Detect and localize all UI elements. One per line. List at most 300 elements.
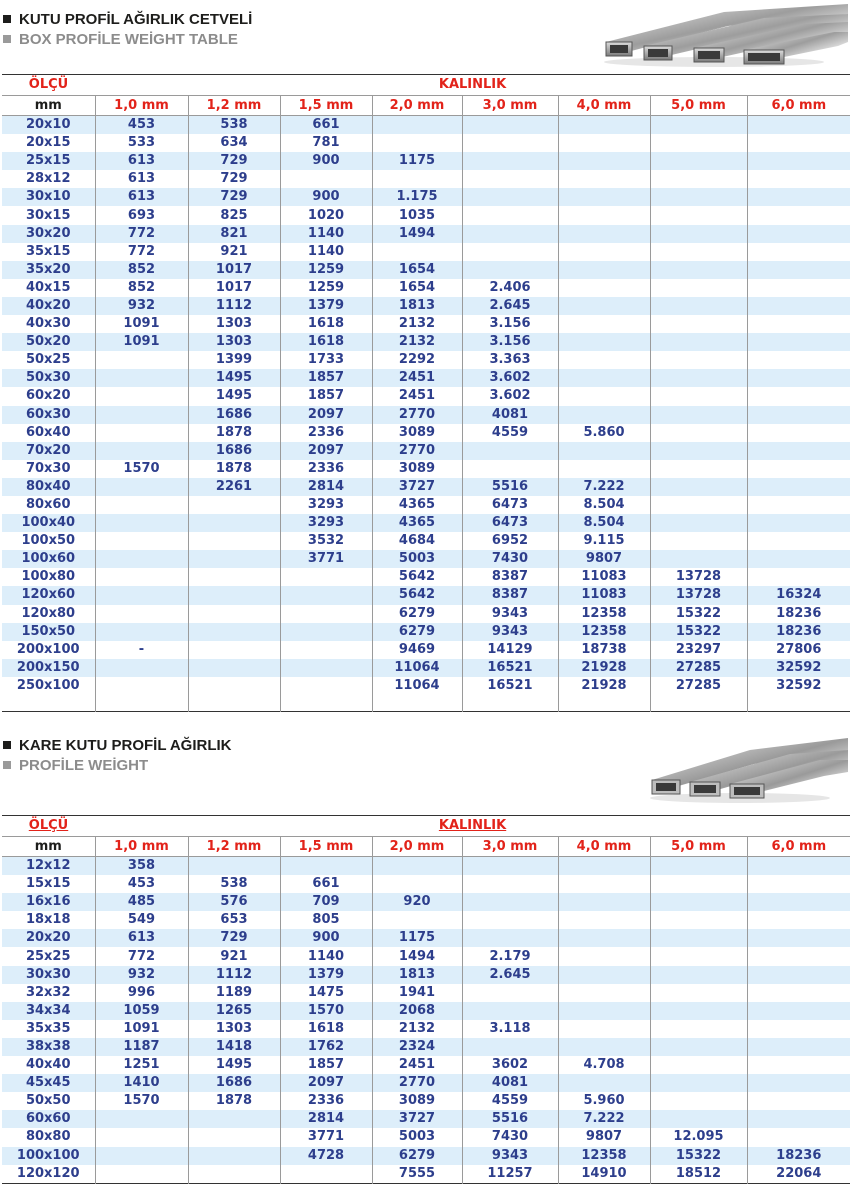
- size-cell: 60x30: [2, 406, 95, 424]
- weight-cell: [650, 225, 747, 243]
- weight-cell: 1733: [280, 351, 372, 369]
- weight-cell: 2770: [372, 406, 462, 424]
- size-cell: 20x20: [2, 929, 95, 947]
- weight-cell: [188, 1165, 280, 1184]
- weight-cell: [747, 369, 850, 387]
- weight-cell: [188, 1128, 280, 1146]
- weight-cell: 8387: [462, 568, 558, 586]
- table-row: [2, 279, 850, 297]
- weight-cell: [280, 677, 372, 695]
- weight-cell: [747, 406, 850, 424]
- weight-cell: [95, 478, 188, 496]
- weight-cell: 12358: [558, 623, 650, 641]
- weight-cell: 709: [280, 893, 372, 911]
- weight-cell: 538: [188, 116, 280, 135]
- weight-cell: 1140: [280, 947, 372, 965]
- table-row: [2, 677, 850, 695]
- weight-cell: 358: [95, 857, 188, 876]
- weight-cell: [650, 116, 747, 135]
- table-row: [2, 623, 850, 641]
- weight-cell: 2.179: [462, 947, 558, 965]
- weight-cell: [650, 911, 747, 929]
- size-cell: 120x60: [2, 586, 95, 604]
- weight-cell: 900: [280, 929, 372, 947]
- weight-cell: 3.602: [462, 387, 558, 405]
- weight-cell: 634: [188, 134, 280, 152]
- weight-cell: 661: [280, 875, 372, 893]
- table-row: [2, 387, 850, 405]
- weight-cell: [747, 947, 850, 965]
- empty-row: [2, 695, 850, 712]
- weight-cell: [650, 279, 747, 297]
- weight-cell: 1686: [188, 442, 280, 460]
- weight-cell: [95, 369, 188, 387]
- weight-cell: 27285: [650, 659, 747, 677]
- size-cell: 30x30: [2, 966, 95, 984]
- weight-cell: [650, 261, 747, 279]
- weight-cell: 3293: [280, 514, 372, 532]
- weight-cell: [650, 929, 747, 947]
- weight-cell: [558, 261, 650, 279]
- weight-cell: 3.156: [462, 333, 558, 351]
- weight-cell: [558, 206, 650, 224]
- weight-cell: 2.645: [462, 297, 558, 315]
- weight-cell: [188, 605, 280, 623]
- weight-cell: 1259: [280, 261, 372, 279]
- weight-cell: 3771: [280, 1128, 372, 1146]
- table-row: [2, 424, 850, 442]
- table-row: [2, 1110, 850, 1128]
- table-row: [2, 514, 850, 532]
- weight-cell: 21928: [558, 659, 650, 677]
- weight-cell: 3089: [372, 1092, 462, 1110]
- section2-title: KARE KUTU PROFİL AĞIRLIK: [19, 736, 232, 754]
- weight-cell: [558, 351, 650, 369]
- weight-cell: 1686: [188, 1074, 280, 1092]
- size-cell: 60x20: [25, 388, 71, 404]
- weight-cell: 7430: [462, 1128, 558, 1146]
- weight-cell: [650, 406, 747, 424]
- weight-cell: [462, 152, 558, 170]
- weight-cell: 11257: [462, 1165, 558, 1184]
- weight-cell: 1813: [372, 297, 462, 315]
- size-cell: 20x15: [25, 135, 71, 151]
- weight-cell: 1175: [372, 929, 462, 947]
- weight-cell: [747, 387, 850, 405]
- weight-cell: [747, 875, 850, 893]
- weight-cell: 772: [95, 243, 188, 261]
- weight-cell: [650, 1056, 747, 1074]
- table-row: [2, 1165, 850, 1184]
- steel-profiles-image: [650, 736, 848, 804]
- weight-cell: [372, 857, 462, 876]
- weight-cell: [462, 243, 558, 261]
- weight-cell: 453: [95, 116, 188, 135]
- weight-cell: 653: [188, 911, 280, 929]
- weight-cell: [558, 170, 650, 188]
- size-cell: 40x15: [25, 279, 71, 295]
- weight-cell: [188, 514, 280, 532]
- weight-cell: 1251: [95, 1056, 188, 1074]
- weight-cell: [462, 261, 558, 279]
- weight-cell: [650, 1074, 747, 1092]
- weight-cell: [462, 911, 558, 929]
- weight-cell: 6952: [462, 532, 558, 550]
- weight-cell: [188, 659, 280, 677]
- weight-cell: 1618: [280, 333, 372, 351]
- weight-cell: 1762: [280, 1038, 372, 1056]
- weight-cell: [95, 1128, 188, 1146]
- weight-cell: [650, 966, 747, 984]
- table-row: [2, 152, 850, 170]
- weight-cell: 1.175: [372, 188, 462, 206]
- weight-cell: 1570: [280, 1002, 372, 1020]
- weight-cell: 15322: [650, 605, 747, 623]
- unit-header: mm: [2, 837, 95, 857]
- weight-cell: 549: [95, 911, 188, 929]
- weight-cell: 1654: [372, 279, 462, 297]
- column-header: 2,0 mm: [372, 837, 462, 857]
- weight-cell: 6279: [372, 623, 462, 641]
- weight-cell: 1140: [280, 225, 372, 243]
- weight-cell: 920: [372, 893, 462, 911]
- weight-cell: [747, 532, 850, 550]
- weight-cell: [650, 206, 747, 224]
- weight-cell: 613: [95, 152, 188, 170]
- weight-cell: 18738: [558, 641, 650, 659]
- header-row: [2, 75, 850, 96]
- weight-cell: [372, 170, 462, 188]
- size-cell: 100x100: [2, 1147, 95, 1165]
- size-cell: 38x38: [2, 1038, 95, 1056]
- table-row: [2, 984, 850, 1002]
- weight-cell: [747, 1110, 850, 1128]
- weight-cell: [747, 514, 850, 532]
- table-row: [2, 875, 850, 893]
- weight-cell: 1399: [188, 351, 280, 369]
- weight-cell: [462, 206, 558, 224]
- weight-cell: [747, 478, 850, 496]
- weight-cell: 4684: [372, 532, 462, 550]
- size-cell: 100x60: [2, 550, 95, 568]
- weight-cell: [747, 315, 850, 333]
- weight-cell: 5516: [462, 1110, 558, 1128]
- weight-cell: [747, 1092, 850, 1110]
- weight-cell: 1020: [280, 206, 372, 224]
- size-cell: 60x60: [2, 1110, 95, 1128]
- table-row: [2, 605, 850, 623]
- table-row: [2, 1147, 850, 1165]
- weight-cell: 1857: [280, 1056, 372, 1074]
- weight-cell: [650, 152, 747, 170]
- size-cell: 50x50: [25, 1093, 71, 1109]
- weight-cell: 6279: [372, 605, 462, 623]
- size-cell: 20x10: [2, 116, 95, 135]
- size-cell: 16x16: [2, 893, 95, 911]
- weight-cell: 1857: [280, 369, 372, 387]
- weight-cell: 1091: [95, 1020, 188, 1038]
- weight-cell: [95, 605, 188, 623]
- header-row: [2, 816, 850, 837]
- weight-cell: [280, 170, 372, 188]
- weight-cell: 2097: [280, 442, 372, 460]
- weight-cell: 8.504: [558, 496, 650, 514]
- size-cell: 45x45: [2, 1074, 95, 1092]
- weight-cell: 15322: [650, 1147, 747, 1165]
- weight-cell: 613: [95, 929, 188, 947]
- weight-cell: 4365: [372, 514, 462, 532]
- weight-cell: 3771: [280, 550, 372, 568]
- weight-cell: [558, 911, 650, 929]
- weight-cell: [95, 406, 188, 424]
- weight-cell: [95, 586, 188, 604]
- weight-cell: [747, 225, 850, 243]
- thickness-header: KALINLIK: [438, 818, 507, 833]
- weight-cell: 4559: [462, 424, 558, 442]
- size-cell: 70x30: [25, 460, 71, 476]
- weight-cell: 852: [95, 261, 188, 279]
- table-row: [2, 1038, 850, 1056]
- weight-cell: 2770: [372, 1074, 462, 1092]
- weight-cell: [95, 1110, 188, 1128]
- weight-cell: 2336: [280, 424, 372, 442]
- weight-cell: 1112: [188, 297, 280, 315]
- size-cell: 50x25: [25, 352, 71, 368]
- weight-cell: 3602: [462, 1056, 558, 1074]
- weight-cell: [558, 406, 650, 424]
- steel-profiles-image: [604, 2, 848, 68]
- empty-cell: [372, 695, 462, 712]
- table-row: [2, 857, 850, 876]
- weight-cell: 1175: [372, 152, 462, 170]
- weight-cell: [747, 550, 850, 568]
- weight-cell: 772: [95, 947, 188, 965]
- square-profile-weight-table: [2, 815, 850, 1184]
- weight-cell: [558, 857, 650, 876]
- weight-cell: [95, 659, 188, 677]
- weight-cell: 5642: [372, 586, 462, 604]
- weight-cell: 5003: [372, 1128, 462, 1146]
- table-row: [2, 496, 850, 514]
- weight-cell: [462, 442, 558, 460]
- weight-cell: [280, 1165, 372, 1184]
- weight-cell: 1618: [280, 1020, 372, 1038]
- weight-cell: 2324: [372, 1038, 462, 1056]
- weight-cell: 12.095: [650, 1128, 747, 1146]
- weight-cell: 3.156: [462, 315, 558, 333]
- weight-cell: 8387: [462, 586, 558, 604]
- weight-cell: [747, 1020, 850, 1038]
- weight-cell: 5642: [372, 568, 462, 586]
- weight-cell: [188, 568, 280, 586]
- weight-cell: [462, 929, 558, 947]
- weight-cell: 2336: [280, 1092, 372, 1110]
- weight-cell: 3.118: [462, 1020, 558, 1038]
- weight-cell: [558, 442, 650, 460]
- weight-cell: 3.363: [462, 351, 558, 369]
- weight-cell: [747, 568, 850, 586]
- table-row: [2, 170, 850, 188]
- size-cell: 100x40: [2, 514, 95, 532]
- section1-subtitle: BOX PROFİLE WEİGHT TABLE: [19, 30, 238, 48]
- column-header: 1,2 mm: [188, 96, 280, 116]
- unit-header: mm: [2, 96, 95, 116]
- section2-subtitle: PROFİLE WEİGHT: [19, 756, 149, 774]
- weight-cell: 22064: [747, 1165, 850, 1184]
- weight-cell: 16521: [462, 659, 558, 677]
- weight-cell: [650, 984, 747, 1002]
- weight-cell: [462, 116, 558, 135]
- size-cell: 25x25: [25, 948, 71, 964]
- weight-cell: [747, 424, 850, 442]
- weight-cell: [650, 1092, 747, 1110]
- weight-cell: 1265: [188, 1002, 280, 1020]
- empty-cell: [462, 695, 558, 712]
- weight-cell: 12358: [558, 1147, 650, 1165]
- column-header: 5,0 mm: [650, 837, 747, 857]
- weight-cell: 1941: [372, 984, 462, 1002]
- table-row: [2, 1074, 850, 1092]
- weight-cell: 1017: [188, 279, 280, 297]
- weight-cell: [650, 188, 747, 206]
- weight-cell: [747, 206, 850, 224]
- weight-cell: [558, 984, 650, 1002]
- box-profile-weight-table: [2, 74, 850, 712]
- weight-cell: 729: [188, 152, 280, 170]
- weight-cell: [95, 387, 188, 405]
- weight-cell: [650, 369, 747, 387]
- weight-cell: [188, 1110, 280, 1128]
- weight-cell: 23297: [650, 641, 747, 659]
- weight-cell: [650, 857, 747, 876]
- column-header: 6,0 mm: [747, 837, 850, 857]
- weight-cell: [650, 460, 747, 478]
- weight-cell: [650, 1020, 747, 1038]
- weight-cell: 1495: [188, 1056, 280, 1074]
- weight-cell: [558, 1074, 650, 1092]
- weight-cell: 3727: [372, 478, 462, 496]
- weight-cell: [747, 984, 850, 1002]
- table-row: [2, 947, 850, 965]
- weight-cell: 9343: [462, 1147, 558, 1165]
- weight-cell: [372, 243, 462, 261]
- weight-cell: 772: [95, 225, 188, 243]
- weight-cell: 9.115: [558, 532, 650, 550]
- weight-cell: 1686: [188, 406, 280, 424]
- weight-cell: [747, 1128, 850, 1146]
- weight-cell: [462, 460, 558, 478]
- size-cell: 120x80: [21, 605, 76, 621]
- weight-cell: 900: [280, 188, 372, 206]
- weight-cell: 2132: [372, 333, 462, 351]
- weight-cell: [462, 170, 558, 188]
- weight-cell: 2.406: [462, 279, 558, 297]
- weight-cell: [747, 279, 850, 297]
- weight-cell: 15322: [650, 623, 747, 641]
- weight-cell: [188, 641, 280, 659]
- weight-cell: [747, 134, 850, 152]
- weight-cell: 32592: [747, 677, 850, 695]
- weight-cell: [558, 116, 650, 135]
- bullet-square-icon: [3, 15, 11, 23]
- size-cell: 250x100: [16, 677, 80, 693]
- weight-cell: [558, 460, 650, 478]
- weight-cell: 18512: [650, 1165, 747, 1184]
- weight-cell: [747, 170, 850, 188]
- bullet-square-icon: [3, 741, 11, 749]
- weight-cell: [462, 1002, 558, 1020]
- weight-cell: 693: [95, 206, 188, 224]
- table-row: [2, 641, 850, 659]
- weight-cell: [650, 442, 747, 460]
- column-header: 4,0 mm: [558, 837, 650, 857]
- table-row: [2, 188, 850, 206]
- weight-cell: 9807: [558, 1128, 650, 1146]
- weight-cell: 1494: [372, 225, 462, 243]
- table-row: [2, 966, 850, 984]
- table-row: [2, 929, 850, 947]
- weight-cell: 661: [280, 116, 372, 135]
- weight-cell: [95, 1165, 188, 1184]
- weight-cell: 16324: [747, 586, 850, 604]
- weight-cell: [747, 351, 850, 369]
- weight-cell: [558, 1002, 650, 1020]
- size-cell: 30x20: [2, 225, 95, 243]
- weight-cell: [372, 116, 462, 135]
- weight-cell: 5516: [462, 478, 558, 496]
- weight-cell: 1140: [280, 243, 372, 261]
- size-cell: 60x40: [25, 424, 71, 440]
- table-row: [2, 315, 850, 333]
- weight-cell: 2261: [188, 478, 280, 496]
- table-row: [2, 893, 850, 911]
- weight-cell: 1618: [280, 315, 372, 333]
- weight-cell: [650, 875, 747, 893]
- weight-cell: [558, 243, 650, 261]
- weight-cell: 1112: [188, 966, 280, 984]
- section2-heading: [0, 735, 232, 775]
- size-cell: 70x20: [2, 442, 95, 460]
- table-row: [2, 659, 850, 677]
- column-header: 2,0 mm: [372, 96, 462, 116]
- table-row: [2, 1092, 850, 1110]
- weight-cell: [650, 243, 747, 261]
- size-cell: 200x150: [2, 659, 95, 677]
- weight-cell: [558, 387, 650, 405]
- size-cell: 35x35: [25, 1020, 71, 1036]
- weight-cell: 18236: [747, 1147, 850, 1165]
- size-cell: 28x12: [25, 171, 71, 187]
- weight-cell: [650, 478, 747, 496]
- size-cell: 30x15: [25, 207, 71, 223]
- weight-cell: 7.222: [558, 1110, 650, 1128]
- weight-cell: 729: [188, 929, 280, 947]
- weight-cell: [95, 677, 188, 695]
- weight-cell: -: [95, 641, 188, 659]
- empty-cell: [747, 695, 850, 712]
- table-row: [2, 406, 850, 424]
- table-row: [2, 261, 850, 279]
- weight-cell: 2068: [372, 1002, 462, 1020]
- weight-cell: 1303: [188, 315, 280, 333]
- weight-cell: [747, 893, 850, 911]
- table-row: [2, 369, 850, 387]
- weight-cell: [95, 424, 188, 442]
- weight-cell: 6279: [372, 1147, 462, 1165]
- weight-cell: 1379: [280, 966, 372, 984]
- weight-cell: [280, 857, 372, 876]
- weight-cell: [95, 550, 188, 568]
